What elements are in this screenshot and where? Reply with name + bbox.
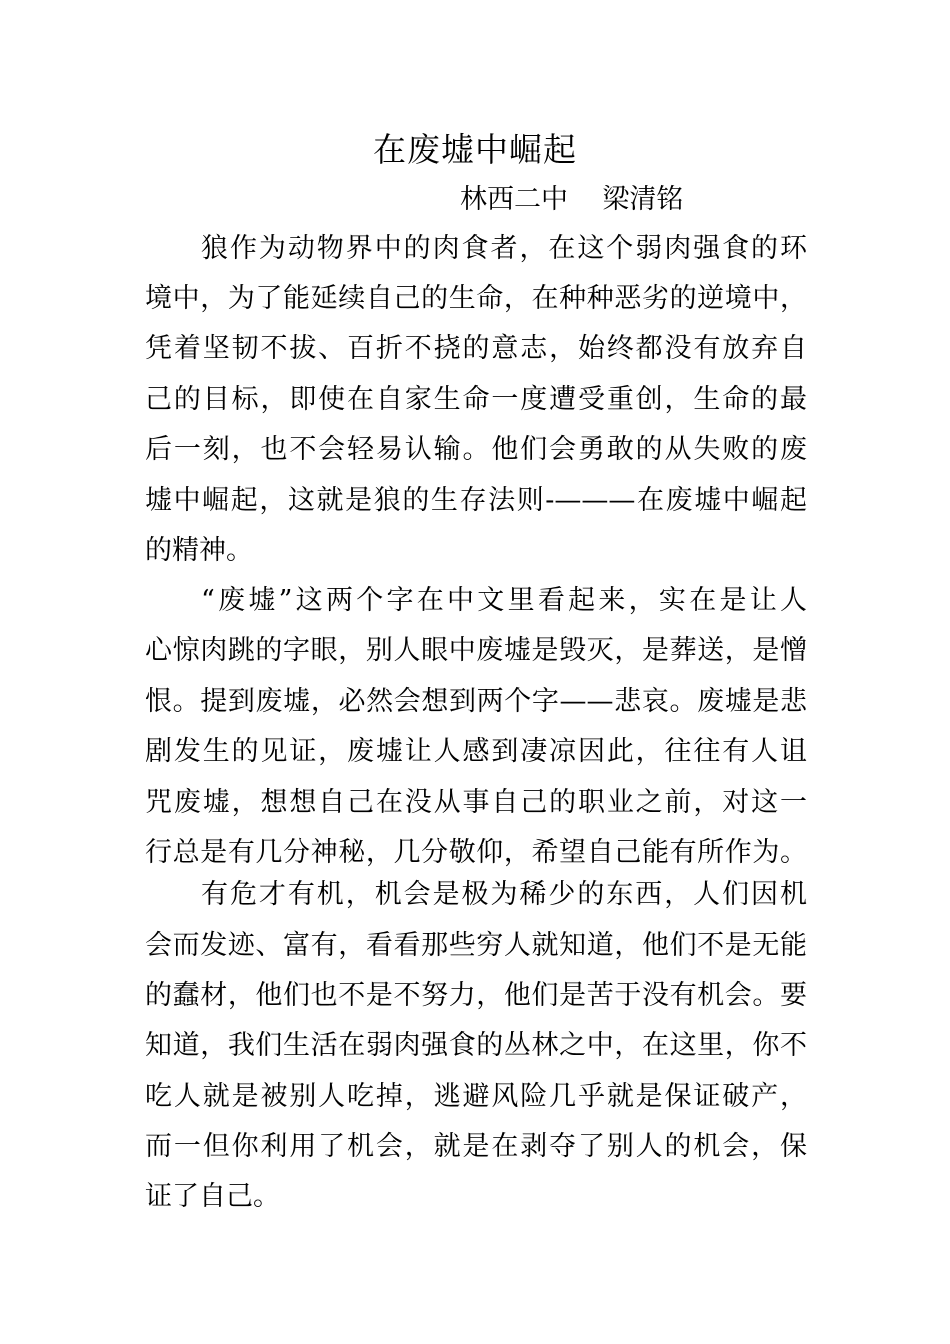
paragraph-2-line-6: 行总是有几分神秘，几分敬仰，希望自己能有所作为。: [145, 837, 807, 868]
author-byline: 林西二中 梁清铭: [460, 184, 684, 215]
paragraph-3-line-1: 有危才有机，机会是极为稀少的东西，人们因机: [201, 879, 807, 910]
paragraph-2-line-5: 咒废墟，想想自己在没从事自己的职业之前，对这一: [145, 787, 807, 818]
paragraph-1-line-4: 己的目标，即使在自家生命一度遭受重创，生命的最: [145, 384, 807, 415]
paragraph-3-line-5: 吃人就是被别人吃掉，逃避风险几乎就是保证破产，: [145, 1081, 807, 1112]
paragraph-2-line-3: 恨。提到废墟，必然会想到两个字——悲哀。废墟是悲: [145, 686, 807, 717]
paragraph-1-line-2: 境中，为了能延续自己的生命，在种种恶劣的逆境中，: [145, 283, 807, 314]
paragraph-1-line-7: 的精神。: [145, 535, 253, 566]
document-title: 在废墟中崛起: [373, 130, 577, 169]
paragraph-2-line-2: 心惊肉跳的字眼，别人眼中废墟是毁灭，是葬送，是憎: [145, 635, 807, 666]
paragraph-1-line-6: 墟中崛起，这就是狼的生存法则-———在废墟中崛起: [145, 485, 807, 516]
paragraph-1-line-1: 狼作为动物界中的肉食者，在这个弱肉强食的环: [201, 233, 807, 264]
paragraph-1-line-3: 凭着坚韧不拔、百折不挠的意志，始终都没有放弃自: [145, 333, 807, 364]
paragraph-2-line-1: “废墟”这两个字在中文里看起来，实在是让人: [201, 585, 807, 616]
paragraph-3-line-7: 证了自己。: [145, 1181, 280, 1212]
paragraph-3-line-6: 而一但你利用了机会，就是在剥夺了别人的机会，保: [145, 1131, 807, 1162]
paragraph-3-line-3: 的蠢材，他们也不是不努力，他们是苦于没有机会。要: [145, 980, 807, 1011]
paragraph-3-line-4: 知道，我们生活在弱肉强食的丛林之中，在这里，你不: [145, 1030, 807, 1061]
paragraph-2-line-4: 剧发生的见证，废墟让人感到凄凉因此，往往有人诅: [145, 736, 807, 767]
paragraph-1-line-5: 后一刻，也不会轻易认输。他们会勇敢的从失败的废: [145, 434, 807, 465]
paragraph-3-line-2: 会而发迹、富有，看看那些穷人就知道，他们不是无能: [145, 930, 807, 961]
